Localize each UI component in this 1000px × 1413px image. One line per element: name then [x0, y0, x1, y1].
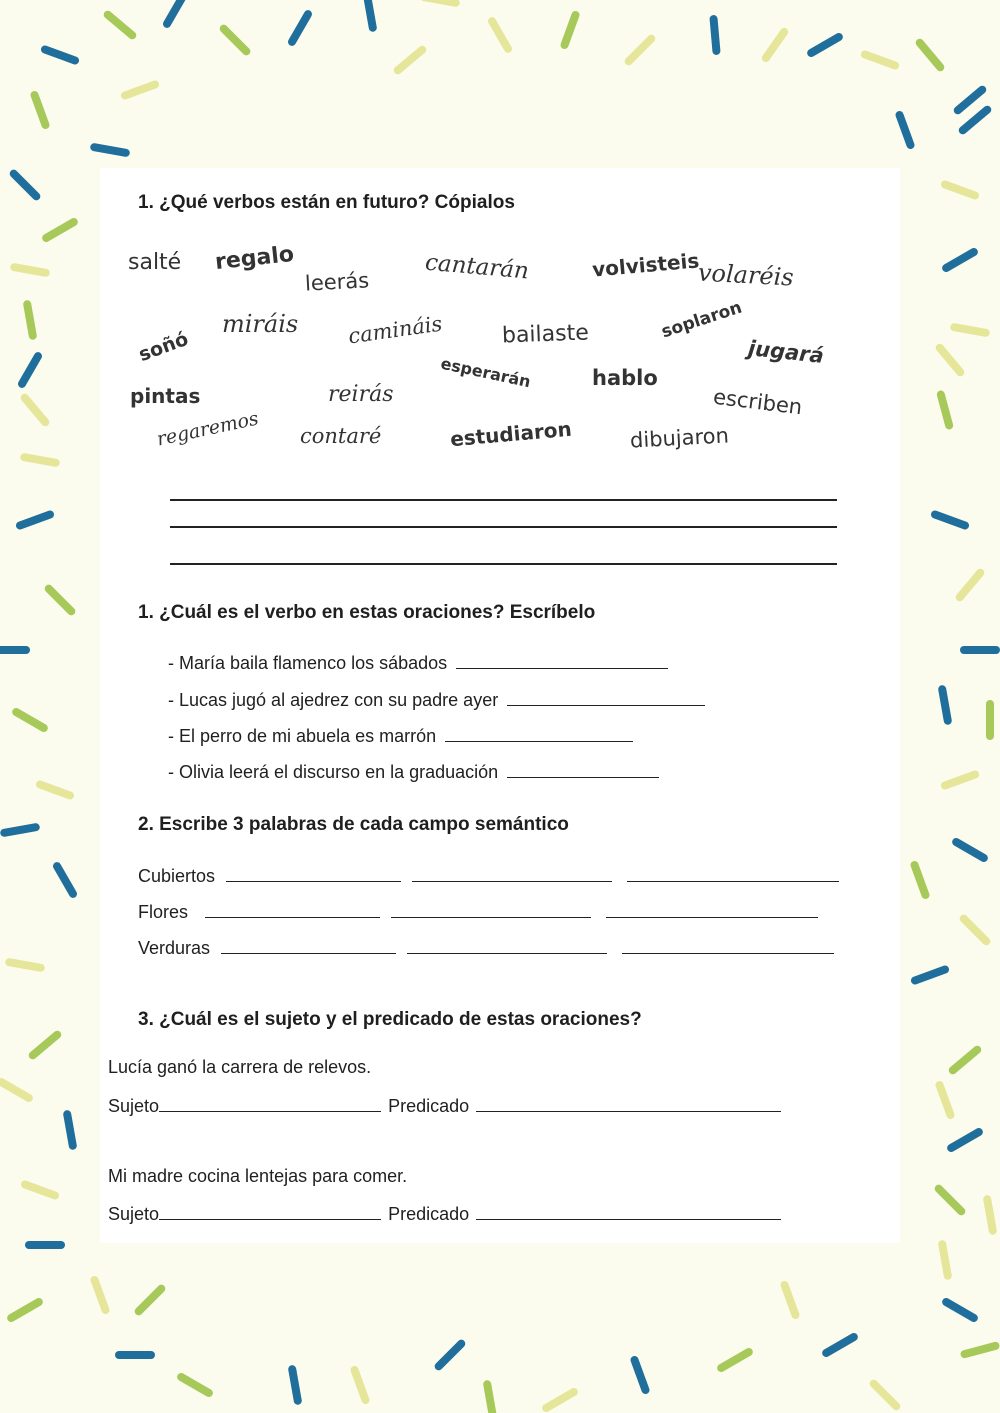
- word-bailaste: bailaste: [501, 320, 590, 349]
- confetti-piece: [25, 398, 46, 423]
- confetti-piece: [935, 515, 965, 526]
- confetti-piece: [946, 1302, 974, 1318]
- subject-predicate-row: [108, 1202, 781, 1225]
- sentence-text: - Olivia leerá el discurso en la graduación: [168, 762, 499, 782]
- word-pintas: pintas: [130, 384, 201, 408]
- confetti-piece: [67, 1114, 73, 1146]
- word-answer-line[interactable]: [205, 900, 380, 918]
- subject-label: Sujeto: [108, 1096, 160, 1116]
- sentence-item: [168, 724, 633, 747]
- word-regaremos: regaremos: [154, 407, 261, 451]
- verb-answer-line[interactable]: [445, 724, 633, 742]
- word-regalo: regalo: [213, 241, 296, 276]
- word-leeras: leerás: [304, 268, 370, 296]
- word-salte: salté: [128, 250, 182, 275]
- answer-line[interactable]: [170, 526, 837, 528]
- analysis-sentence: Lucía ganó la carrera de relevos.: [108, 1057, 372, 1077]
- confetti-piece: [224, 29, 247, 52]
- confetti-piece: [635, 1360, 646, 1390]
- word-sono: soñó: [135, 327, 192, 367]
- verb-answer-line[interactable]: [456, 651, 668, 669]
- confetti-piece: [945, 775, 975, 786]
- subject-answer-line[interactable]: [159, 1094, 381, 1112]
- sentence-item: [168, 651, 668, 674]
- word-answer-line[interactable]: [391, 900, 591, 918]
- confetti-piece: [487, 1384, 493, 1413]
- word-volareis: volaréis: [697, 258, 795, 292]
- confetti-piece: [939, 1189, 962, 1212]
- word-answer-line[interactable]: [412, 864, 612, 882]
- analysis-sentence: Mi madre cocina lentejas para comer.: [108, 1166, 408, 1186]
- confetti-piece: [57, 866, 73, 894]
- field-label-cubiertos: Cubiertos: [138, 866, 216, 886]
- confetti-piece: [546, 1392, 574, 1408]
- confetti-piece: [963, 110, 988, 131]
- confetti-piece: [492, 21, 508, 49]
- word-jugara: jugará: [746, 336, 825, 368]
- confetti-piece: [45, 50, 75, 61]
- confetti-piece: [181, 1377, 209, 1393]
- confetti-piece: [355, 1370, 366, 1400]
- confetti-piece: [920, 43, 941, 68]
- confetti-piece: [424, 0, 456, 3]
- word-escriben: escriben: [711, 384, 804, 420]
- word-reiras: reirás: [328, 382, 394, 407]
- sentence-text: - María baila flamenco los sábados: [168, 653, 448, 673]
- word-answer-line[interactable]: [407, 936, 607, 954]
- confetti-piece: [946, 252, 974, 268]
- confetti-piece: [292, 14, 308, 42]
- confetti-piece: [14, 267, 46, 273]
- confetti-piece: [958, 90, 983, 111]
- section1-title: 1. ¿Qué verbos están en futuro? Cópialos: [138, 192, 515, 213]
- confetti-piece: [167, 0, 183, 24]
- confetti-piece: [811, 37, 839, 53]
- confetti-piece: [439, 1344, 462, 1367]
- confetti-piece: [16, 712, 44, 728]
- confetti-piece: [941, 395, 949, 426]
- sentence-text: - Lucas jugó al ajedrez con su padre ayer: [168, 690, 499, 710]
- word-volvisteis: volvisteis: [591, 248, 701, 282]
- predicate-answer-line[interactable]: [476, 1094, 781, 1112]
- confetti-piece: [565, 15, 576, 45]
- confetti-piece: [960, 573, 981, 598]
- word-cantaran: cantarán: [424, 249, 530, 285]
- confetti-piece: [1, 1082, 29, 1098]
- section4-title: 3. ¿Cuál es el sujeto y el predicado de estas oraciones?: [138, 1009, 642, 1030]
- word-dibujaron: dibujaron: [629, 423, 730, 453]
- semantic-field-row: [138, 864, 839, 887]
- confetti-piece: [874, 1384, 897, 1407]
- subject-predicate-row: [108, 1094, 781, 1117]
- confetti-piece: [714, 19, 717, 51]
- section3-title: 2. Escribe 3 palabras de cada campo semántico: [138, 814, 569, 835]
- semantic-field-row: [138, 936, 834, 959]
- confetti-piece: [900, 115, 911, 145]
- word-mirais: miráis: [222, 310, 299, 338]
- confetti-piece: [865, 55, 895, 66]
- answer-line[interactable]: [170, 499, 837, 501]
- sentence-item: [168, 688, 705, 711]
- confetti-piece: [292, 1369, 298, 1401]
- confetti-piece: [915, 865, 926, 895]
- confetti-piece: [20, 515, 50, 526]
- confetti-piece: [942, 1244, 948, 1276]
- confetti-piece: [953, 1050, 978, 1071]
- confetti-piece: [14, 174, 37, 197]
- confetti-piece: [9, 962, 41, 968]
- confetti-piece: [826, 1337, 854, 1353]
- predicate-label: Predicado: [388, 1204, 470, 1224]
- confetti-piece: [40, 785, 70, 796]
- confetti-piece: [95, 1280, 106, 1310]
- confetti-piece: [398, 50, 423, 71]
- predicate-label: Predicado: [388, 1096, 470, 1116]
- subject-answer-line[interactable]: [159, 1202, 381, 1220]
- sentence-text: - El perro de mi abuela es marrón: [168, 726, 437, 746]
- confetti-piece: [964, 919, 987, 942]
- predicate-answer-line[interactable]: [476, 1202, 781, 1220]
- confetti-piece: [49, 589, 72, 612]
- field-label-flores: Flores: [138, 902, 189, 922]
- confetti-piece: [954, 327, 986, 333]
- confetti-piece: [367, 0, 373, 28]
- worksheet: [100, 168, 900, 1243]
- confetti-piece: [24, 457, 56, 463]
- confetti-piece: [25, 1185, 55, 1196]
- confetti-piece: [945, 185, 975, 196]
- word-contare: contaré: [300, 424, 382, 448]
- confetti-piece: [940, 348, 961, 373]
- word-esperaran: esperarán: [439, 353, 533, 392]
- section2-title: 1. ¿Cuál es el verbo en estas oraciones? Escríbelo: [138, 602, 596, 623]
- field-label-verduras: Verduras: [138, 938, 211, 958]
- answer-line[interactable]: [170, 563, 837, 565]
- confetti-piece: [4, 827, 36, 833]
- confetti-piece: [987, 1199, 993, 1231]
- word-caminais: camináis: [346, 311, 444, 349]
- confetti-piece: [35, 95, 46, 125]
- confetti-piece: [721, 1352, 749, 1368]
- confetti-piece: [46, 222, 74, 238]
- word-estudiaron: estudiaron: [449, 416, 573, 452]
- confetti-piece: [108, 15, 133, 36]
- confetti-piece: [915, 970, 945, 981]
- confetti-piece: [27, 304, 33, 336]
- semantic-field-row: [138, 900, 818, 923]
- verb-answer-line[interactable]: [507, 760, 659, 778]
- word-answer-line[interactable]: [627, 864, 839, 882]
- subject-label: Sujeto: [108, 1204, 160, 1224]
- word-answer-line[interactable]: [221, 936, 396, 954]
- confetti-piece: [951, 1132, 979, 1148]
- confetti-piece: [766, 32, 784, 58]
- sentence-item: [168, 760, 659, 783]
- confetti-piece: [11, 1302, 39, 1318]
- confetti-piece: [139, 1289, 162, 1312]
- word-answer-line[interactable]: [606, 900, 818, 918]
- confetti-piece: [33, 1035, 58, 1056]
- confetti-piece: [785, 1285, 796, 1315]
- confetti-piece: [629, 39, 652, 62]
- confetti-piece: [965, 1346, 996, 1354]
- word-answer-line[interactable]: [622, 936, 834, 954]
- confetti-piece: [942, 689, 948, 721]
- confetti-piece: [125, 85, 155, 96]
- confetti-piece: [22, 356, 38, 384]
- word-hablo: hablo: [592, 366, 658, 390]
- confetti-piece: [94, 147, 126, 153]
- word-answer-line[interactable]: [226, 864, 401, 882]
- verb-answer-line[interactable]: [507, 688, 705, 706]
- confetti-piece: [956, 842, 984, 858]
- confetti-piece: [940, 1085, 951, 1115]
- word-soplaron: soplaron: [658, 297, 745, 343]
